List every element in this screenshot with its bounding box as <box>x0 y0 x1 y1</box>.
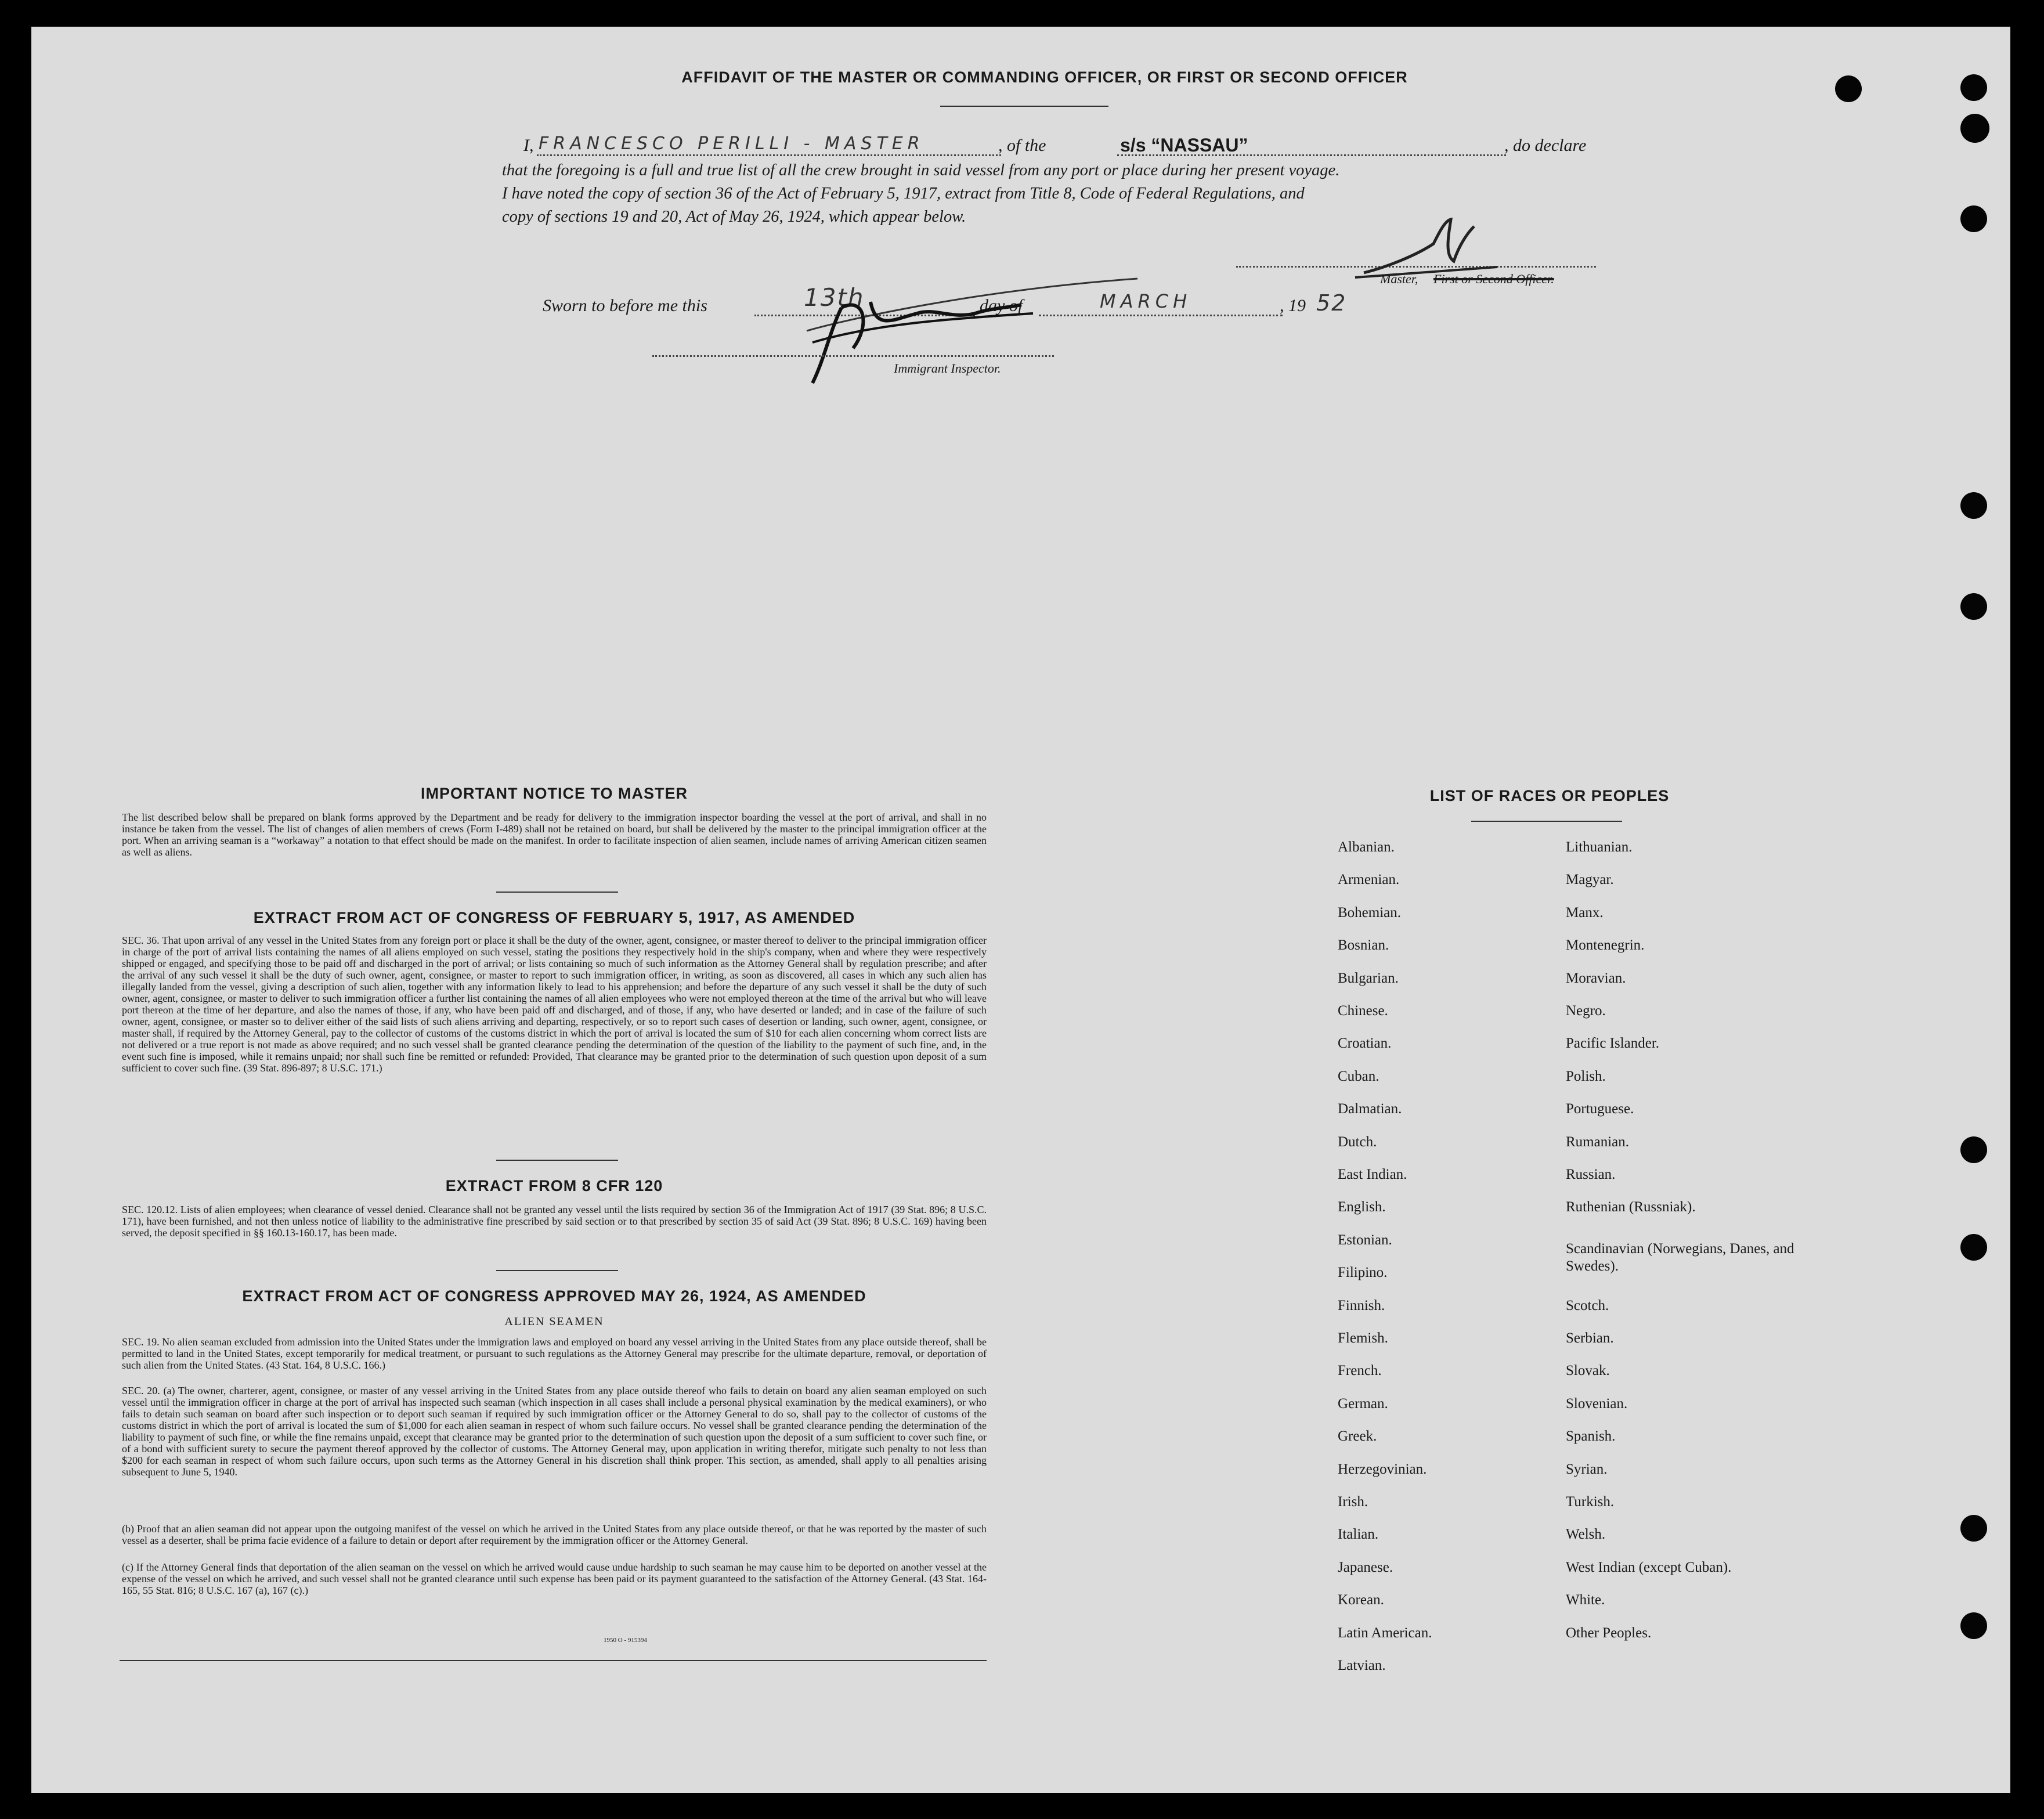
race-item: Lithuanian. <box>1566 839 1633 855</box>
race-item: Scandinavian (Norwegians, Danes, and Swedes). <box>1566 1240 1794 1274</box>
punch-hole <box>1960 1612 1987 1639</box>
race-item: Other Peoples. <box>1566 1625 1652 1641</box>
divider <box>496 1270 618 1271</box>
race-item: Slovenian. <box>1566 1395 1628 1412</box>
race-item: Italian. <box>1338 1526 1379 1543</box>
inspector-signature-line <box>652 355 1054 357</box>
divider <box>496 892 618 893</box>
race-item: Slovak. <box>1566 1363 1610 1379</box>
declarant-prefix: I, <box>523 136 534 155</box>
extract-1924-sec20c: (c) If the Attorney General finds that deportation of the alien seaman on the vessel on which he arrived would cause undue hardship to such seaman he may cause him to be deported on another vessel at the expense of the vessel on which he arrived, and such vessel shall not be granted clearance until such expense has been paid or its payment guaranteed to the satisfaction of the Attorney General. (43 Stat. 164-165, 55 Stat. 816; 8 U.S.C. 167 (a), 167 (c).) <box>122 1561 987 1596</box>
extract-1924-sec19: SEC. 19. No alien seaman excluded from admission into the United States under the immigration laws and employed on board any vessel arriving in the United States from any place outside thereof, shall be permitted to land in the United States, except temporarily for medical treatment, or pursuant to such regulations as the Attorney General may prescribe for the ultimate departure, removal, or deportation of such alien from the United States. (43 Stat. 164, 8 U.S.C. 166.) <box>122 1336 987 1371</box>
race-item: Latvian. <box>1338 1658 1386 1673</box>
race-item: Turkish. <box>1566 1494 1615 1510</box>
punch-hole <box>1835 75 1862 102</box>
extract-cfr-title: EXTRACT FROM 8 CFR 120 <box>445 1177 663 1194</box>
race-item: Bosnian. <box>1338 937 1389 954</box>
race-item: Pacific Islander. <box>1566 1035 1660 1052</box>
year-prefix: , 19 <box>1280 296 1306 315</box>
race-item: Chinese. <box>1338 1003 1388 1019</box>
race-item: Korean. <box>1338 1592 1384 1608</box>
race-item: Rumanian. <box>1566 1134 1630 1150</box>
race-item: Moravian. <box>1566 970 1626 986</box>
race-item: Estonian. <box>1338 1232 1392 1248</box>
race-item: Cuban. <box>1338 1068 1379 1084</box>
race-item: Finnish. <box>1338 1297 1385 1313</box>
race-item: Russian. <box>1566 1167 1616 1182</box>
race-item: East Indian. <box>1338 1167 1407 1182</box>
race-item: Filipino. <box>1338 1265 1388 1281</box>
punch-hole <box>1960 492 1987 519</box>
alien-seamen-subtitle: ALIEN SEAMEN <box>504 1315 604 1328</box>
extract-1917-text: SEC. 36. That upon arrival of any vessel in the United States from any foreign port or place it shall be the duty of the owner, agent, consignee, or master thereof to deliver to the principal immigration officer in charge of the port of arrival lists containing the names of all aliens employed on such vessel, stating the positions they respectively hold in the ship's company, when and where they were respectively shipped or engaged, and specifying those to be paid off and discharged in the port of arrival; or lists containing so much of such information as the Attorney General shall by regulation prescribe; and after the arrival of any such vessel it shall be the duty of such owner, agent, consignee, or master to report to such immigration officer, in writing, as soon as discovered, all cases in which any such alien has illegally landed from the vessel, giving a description of such alien, together with any information likely to lead to his apprehension; and before the departure of any such vessel it shall be the duty of such owner, agent, consignee, or master to deliver to such immigration officer a further list containing the names of all alien employees who were not employed thereon at the time of the arrival but who will leave port thereon at the time of her departure, and also the names of those, if any, who have been paid off and discharged, and of those, if any, who have deserted or landed; and in case of the failure of such owner, agent, consignee, or master so to deliver either of the said lists of such aliens arriving and departing, respectively, or so to report such cases of desertion or landing, such owner, agent, consignee, or master shall, if required by the Attorney General, pay to the collector of customs of the customs district in which the port of arrival is located the sum of $10 for each alien concerning whom correct lists are not delivered or a true report is not made as above required; and no such vessel shall be granted clearance pending the determination of the question of the liability to the payment of such fine, and, in the event such fine is imposed, while it remains unpaid; nor shall such fine be remitted or refunded: Provided, That clearance may be granted prior to the determination of such question upon deposit of a sum sufficient to cover such fine. (39 Stat. 896-897; 8 U.S.C. 171.) <box>122 934 987 1074</box>
punch-hole <box>1960 1234 1987 1261</box>
notice-title: IMPORTANT NOTICE TO MASTER <box>421 785 688 802</box>
races-title-underline <box>1471 821 1622 822</box>
do-declare-label: , do declare <box>1504 136 1587 155</box>
race-item: Bulgarian. <box>1338 970 1399 986</box>
affidavit-title: AFFIDAVIT OF THE MASTER OR COMMANDING OFFICER, OR FIRST OR SECOND OFFICER <box>681 68 1408 86</box>
sworn-day: 13th <box>804 283 865 312</box>
printer-imprint: 1950 O - 915394 <box>604 1637 647 1644</box>
punch-hole <box>1960 593 1987 620</box>
race-item: Herzegovinian. <box>1338 1461 1427 1477</box>
extract-1924-sec20b: (b) Proof that an alien seaman did not appear upon the outgoing manifest of the vessel on which he arrived in the United States from any place outside thereof, or that he was reported by the master of such vessel as a deserter, shall be prima facie evidence of a failure to detain or deport after requirement by the immigration officer or the Attorney General. <box>122 1523 987 1546</box>
punch-hole <box>1960 205 1987 232</box>
race-item: Serbian. <box>1566 1330 1614 1346</box>
race-item: West Indian (except Cuban). <box>1566 1559 1732 1575</box>
declarant-name: FRANCESCO PERILLI - MASTER <box>539 133 925 154</box>
race-item: Magyar. <box>1566 872 1614 888</box>
extract-1924-sec20a: SEC. 20. (a) The owner, charterer, agent, consignee, or master of any vessel arriving in the United States from any place outside thereof who fails to detain on board any alien seaman employed on such vessel until the immigration officer in charge at the port of arrival has inspected such seaman (which inspection in all cases shall include a personal physical examination by the medical examiners), or who fails to detain such seaman on board after such inspection or to deport such seaman if required by such immigration officer or the Attorney General to do so, shall pay to the collector of customs of the customs district in which the port of arrival is located the sum of $1,000 for each alien seaman in respect of whom such failure occurs. No vessel shall be granted clearance pending the determination of the liability to payment of such fine, or while the fine remains unpaid, except that clearance may be granted prior to the determination of such question upon the deposit of a sum sufficient to cover such fine, or of a bond with sufficient surety to secure the payment thereof approved by the collector of customs. The Attorney General may, upon application in writing therefor, mitigate such penalty to not less than $200 for each seaman in respect of whom such failure occurs, upon such terms as the Attorney General in his discretion shall think proper. This section, as amended, shall apply to all penalties arising subsequent to June 5, 1940. <box>122 1385 987 1478</box>
year-suffix: 52 <box>1316 290 1347 316</box>
bottom-rule <box>120 1660 987 1661</box>
affidavit-body-line2: I have noted the copy of section 36 of the Act of February 5, 1917, extract from Title 8, Code of Federal Regulations, and <box>502 185 1305 203</box>
extract-1924-title: EXTRACT FROM ACT OF CONGRESS APPROVED MAY 26, 1924, AS AMENDED <box>242 1287 866 1305</box>
vessel-name: s/s “NASSAU” <box>1120 135 1248 156</box>
affidavit-body-line1: that the foregoing is a full and true list of all the crew brought in said vessel from any port or place during her present voyage. <box>502 161 1340 179</box>
of-the-label: , of the <box>998 136 1046 155</box>
sworn-label: Sworn to before me this <box>543 296 707 315</box>
punch-hole <box>1960 1136 1987 1163</box>
inspector-label: Immigrant Inspector. <box>894 361 1001 376</box>
race-item: Japanese. <box>1338 1559 1393 1575</box>
day-of-label: day of <box>980 296 1023 315</box>
race-item: Croatian. <box>1338 1035 1392 1052</box>
race-item: Welsh. <box>1566 1526 1606 1543</box>
race-item: Syrian. <box>1566 1461 1608 1477</box>
extract-1917-title: EXTRACT FROM ACT OF CONGRESS OF FEBRUARY 5, 1917, AS AMENDED <box>253 909 855 926</box>
master-label: Master, <box>1380 272 1418 286</box>
race-item: Armenian. <box>1338 872 1400 888</box>
race-item: Scotch. <box>1566 1297 1609 1313</box>
race-item: Spanish. <box>1566 1428 1616 1445</box>
divider <box>496 1160 618 1161</box>
race-item: Portuguese. <box>1566 1101 1634 1117</box>
declarant-line <box>537 154 1001 156</box>
race-item: White. <box>1566 1592 1605 1608</box>
affidavit-body-line3: copy of sections 19 and 20, Act of May 26, 1924, which appear below. <box>502 208 966 226</box>
race-item: Negro. <box>1566 1003 1606 1019</box>
extract-cfr-text: SEC. 120.12. Lists of alien employees; when clearance of vessel denied. Clearance shall not be granted any vessel until the lists required by section 36 of the Immigration Act of 1917 (39 Stat. 896; 8 U.S.C. 171), have been furnished, and not then unless notice of liability to the administrative fine prescribed by said section or to that prescribed by section 35 of said Act (39 Stat. 896; 8 U.S.C. 169) having been served, the deposit specified in §§ 160.13-160.17, has been made. <box>122 1204 987 1239</box>
title-underline <box>940 106 1108 107</box>
race-item: Flemish. <box>1338 1330 1388 1346</box>
race-item: Polish. <box>1566 1068 1606 1084</box>
race-item: German. <box>1338 1395 1388 1412</box>
struck-officer-label: First or Second Officer. <box>1433 272 1554 286</box>
race-item: Latin American. <box>1338 1625 1432 1641</box>
punch-hole <box>1960 74 1987 101</box>
race-item: Bohemian. <box>1338 904 1402 921</box>
punch-hole <box>1960 1515 1987 1542</box>
notice-text: The list described below shall be prepared on blank forms approved by the Department and be ready for delivery to the immigration inspector boarding the vessel at the port of arrival, and shall in no instance be taken from the vessel. The list of changes of alien members of crews (Form I-489) shall not be retained on board, but shall be delivered by the master to the principal immigration officer at the port. When an arriving seaman is a “workaway” a notation to that effect should be made on the manifest. In order to facilitate inspection of alien seamen, include names of arriving American citizen seamen as well as aliens. <box>122 811 987 858</box>
vessel-line <box>1117 154 1506 156</box>
race-item: Irish. <box>1338 1494 1368 1510</box>
race-item: Greek. <box>1338 1428 1377 1445</box>
race-item: Manx. <box>1566 904 1604 921</box>
race-item: English. <box>1338 1199 1386 1215</box>
sworn-month: MARCH <box>1100 290 1192 312</box>
race-item: Ruthenian (Russniak). <box>1566 1199 1696 1215</box>
punch-hole <box>1960 114 1989 143</box>
races-title: LIST OF RACES OR PEOPLES <box>1429 787 1670 804</box>
race-item: Montenegrin. <box>1566 937 1645 954</box>
race-item: Dalmatian. <box>1338 1101 1402 1117</box>
race-item: French. <box>1338 1363 1382 1379</box>
race-item: Albanian. <box>1338 839 1395 855</box>
race-item: Dutch. <box>1338 1134 1377 1150</box>
